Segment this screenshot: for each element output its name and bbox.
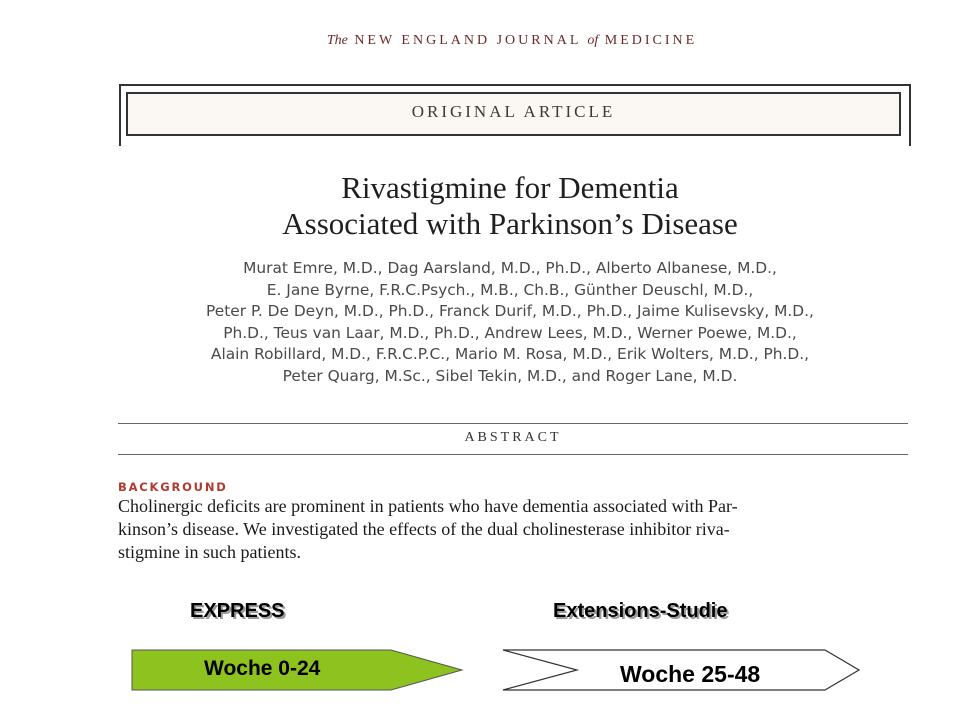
- abstract-heading: ABSTRACT: [464, 430, 562, 445]
- author-line: Murat Emre, M.D., Dag Aarsland, M.D., Ph.D., Alberto Albanese, M.D.,: [243, 259, 777, 277]
- article-title: [160, 170, 860, 242]
- abstract-divider-bottom: [118, 454, 908, 455]
- author-line: Alain Robillard, M.D., F.R.C.P.C., Mario M. Rosa, M.D., Erik Wolters, M.D., Ph.D.,: [210, 345, 810, 363]
- journal-name-part2: MEDICINE: [604, 33, 698, 48]
- author-line: Ph.D., Teus van Laar, M.D., Ph.D., Andrew Lees, M.D., Werner Poewe, M.D.,: [223, 323, 797, 342]
- background-line: Cholinergic deficits are prominent in patients who have dementia associated with Par-: [118, 496, 738, 516]
- journal-connector: of: [587, 33, 599, 48]
- background-line: kinson’s disease. We investigated the effects of the dual cholinesterase inhibitor riva-: [118, 519, 730, 539]
- title-line: Rivastigmine for Dementia: [341, 170, 679, 205]
- article-type-box: [126, 92, 901, 136]
- extension-study-label: Extensions-Studie: [553, 600, 728, 622]
- express-weeks-label: Woche 0-24: [204, 657, 321, 680]
- title-line: Associated with Parkinson’s Disease: [282, 206, 738, 241]
- article-type-label: ORIGINAL ARTICLE: [411, 102, 616, 121]
- background-heading: BACKGROUND: [118, 480, 228, 494]
- background-line: stigmine in such patients.: [118, 542, 301, 562]
- author-line: Peter P. De Deyn, M.D., Ph.D., Franck Durif, M.D., Ph.D., Jaime Kulisevsky, M.D.,: [206, 302, 814, 320]
- extension-weeks-label: Woche 25-48: [620, 661, 761, 687]
- journal-name-part1: NEW ENGLAND JOURNAL: [354, 33, 581, 48]
- author-line: E. Jane Byrne, F.R.C.Psych., M.B., Ch.B., Günther Deuschl, M.D.,: [266, 280, 754, 299]
- journal-prefix: The: [326, 33, 348, 48]
- journal-masthead: [0, 33, 960, 49]
- author-line: Peter Quarg, M.Sc., Sibel Tekin, M.D., and Roger Lane, M.D.: [282, 366, 738, 385]
- abstract-divider-top: [118, 423, 908, 424]
- express-study-label: EXPRESS: [190, 600, 285, 622]
- author-list: [110, 258, 910, 387]
- background-text: [118, 495, 918, 564]
